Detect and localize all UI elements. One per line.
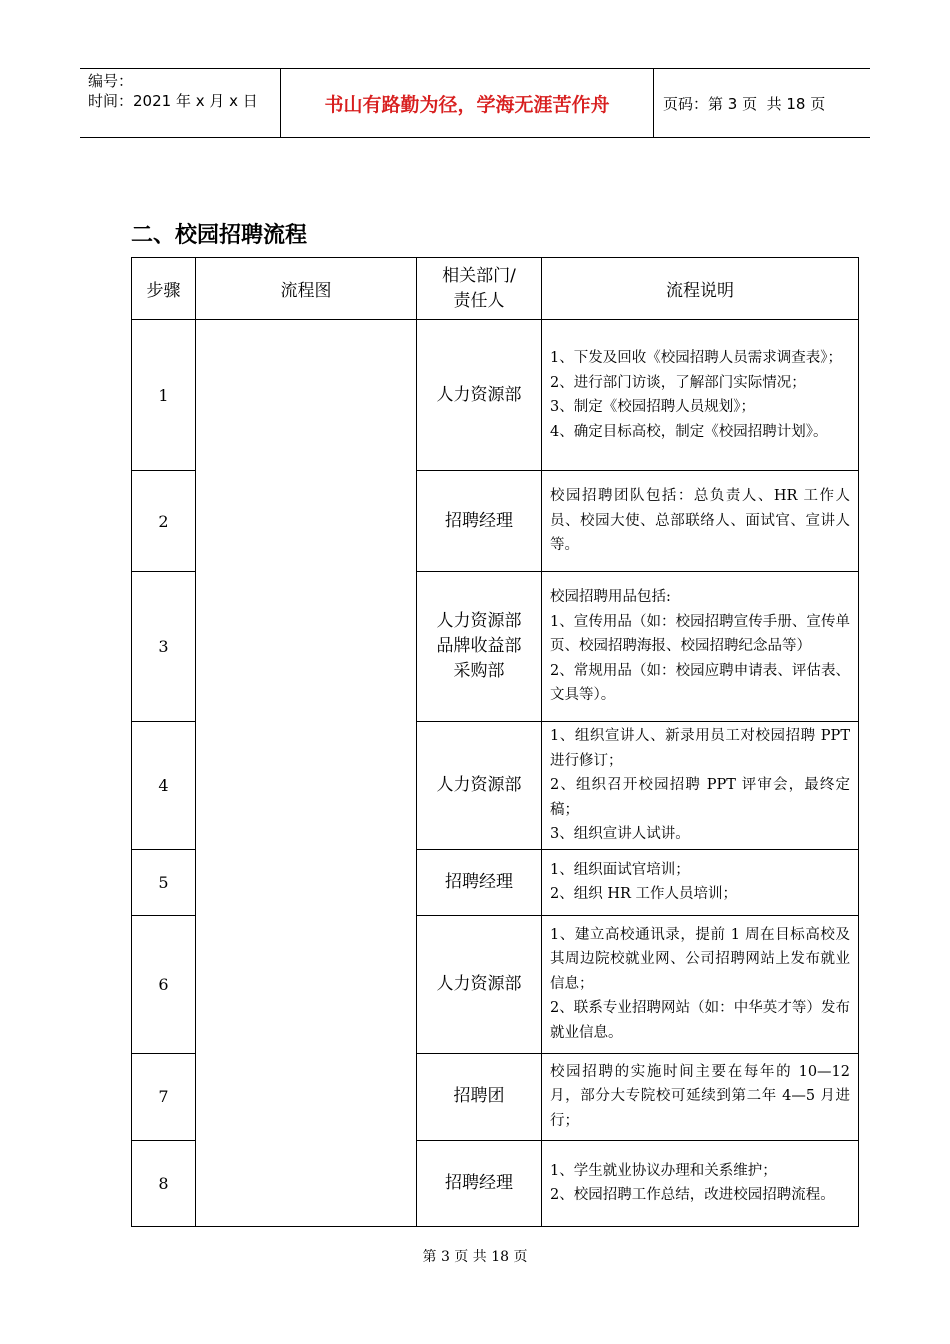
description-line: 1、组织宣讲人、新录用员工对校园招聘 PPT 进行修订； xyxy=(550,728,850,769)
process-description xyxy=(542,1140,859,1226)
responsible-dept xyxy=(417,1053,542,1140)
document-header xyxy=(80,68,870,138)
table-header-row xyxy=(132,258,859,320)
process-description xyxy=(542,915,859,1053)
description-line: 校园招聘用品包括: xyxy=(550,589,671,606)
document-date-label: 时间：2021 年 x 月 x 日 xyxy=(88,92,258,110)
responsible-dept xyxy=(417,471,542,572)
footer-page-number: 第 3 页 共 18 页 xyxy=(422,1249,528,1265)
responsible-dept xyxy=(417,320,542,471)
table-row xyxy=(132,320,859,471)
process-description xyxy=(542,471,859,572)
description-line: 1、组织面试官培训； xyxy=(550,861,690,878)
description-line: 1、学生就业协议办理和关系维护； xyxy=(550,1162,777,1179)
step-number: 5 xyxy=(132,849,196,915)
process-description xyxy=(542,572,859,722)
responsible-dept xyxy=(417,722,542,850)
header-meta-cell xyxy=(80,69,281,137)
header-motto: 书山有路勤为径，学海无涯苦作舟 xyxy=(281,69,654,137)
description-line: 1、建立高校通讯录，提前 1 周在目标高校及其周边院校就业网、公司招聘网站上发布就业信息； xyxy=(550,926,850,992)
dept-name: 招聘经理 xyxy=(445,510,513,531)
description-line: 2、进行部门访谈，了解部门实际情况； xyxy=(550,374,806,391)
dept-name: 招聘经理 xyxy=(445,1172,513,1193)
responsible-dept xyxy=(417,1140,542,1226)
header-dept-line1: 相关部门/ xyxy=(442,265,516,286)
header-page-label: 页码：第 3 页 共 18 页 xyxy=(663,94,826,113)
step-number: 8 xyxy=(132,1140,196,1226)
dept-name: 人力资源部 xyxy=(436,384,522,405)
document-number-label: 编号： xyxy=(88,72,134,90)
header-dept xyxy=(417,258,542,320)
dept-name: 人力资源部 xyxy=(436,973,522,994)
responsible-dept xyxy=(417,915,542,1053)
header-step: 步骤 xyxy=(132,258,196,320)
section-title: 二、校园招聘流程 xyxy=(131,223,308,248)
dept-name: 招聘团 xyxy=(453,1086,505,1106)
process-description xyxy=(542,1053,859,1140)
process-description xyxy=(542,849,859,915)
description-line: 2、校园招聘工作总结，改进校园招聘流程。 xyxy=(550,1187,835,1203)
step-number: 6 xyxy=(132,915,196,1053)
description-line: 1、下发及回收《校园招聘人员需求调查表》； xyxy=(550,350,842,366)
process-description xyxy=(542,722,859,850)
description-line: 1、宣传用品（如：校园招聘宣传手册、宣传单页、校园招聘海报、校园招聘纪念品等） xyxy=(550,613,850,655)
recruitment-process-table xyxy=(131,257,859,1227)
description-line: 4、确定目标高校，制定《校园招聘计划》。 xyxy=(550,423,828,440)
dept-name: 品牌收益部 xyxy=(436,636,522,656)
description-line: 校园招聘团队包括：总负责人、HR 工作人员、校园大使、总部联络人、面试官、宣讲人等。 xyxy=(550,488,850,554)
process-description xyxy=(542,320,859,471)
dept-name: 招聘经理 xyxy=(445,871,513,892)
description-line: 2、联系专业招聘网站（如：中华英才等）发布就业信息。 xyxy=(550,1000,850,1041)
header-page-cell xyxy=(653,69,870,137)
description-line: 3、组织宣讲人试讲。 xyxy=(550,826,690,842)
description-line: 2、组织召开校园招聘 PPT 评审会，最终定稿； xyxy=(550,777,850,818)
description-line: 2、组织 HR 工作人员培训； xyxy=(550,886,738,902)
description-line: 2、常规用品（如：校园应聘申请表、评估表、文具等）。 xyxy=(550,662,850,704)
description-line: 3、制定《校园招聘人员规划》； xyxy=(550,399,755,415)
dept-name: 人力资源部 xyxy=(436,611,522,631)
step-number: 2 xyxy=(132,471,196,572)
header-desc: 流程说明 xyxy=(542,258,859,320)
dept-name: 人力资源部 xyxy=(436,774,522,795)
responsible-dept xyxy=(417,572,542,722)
step-number: 3 xyxy=(132,572,196,722)
responsible-dept xyxy=(417,849,542,915)
flowchart-area xyxy=(196,320,417,1227)
step-number: 4 xyxy=(132,722,196,850)
step-number: 7 xyxy=(132,1053,196,1140)
header-diagram: 流程图 xyxy=(196,258,417,320)
description-line: 校园招聘的实施时间主要在每年的 10—12 月，部分大专院校可延续到第二年 4—5 月进行； xyxy=(550,1063,850,1129)
page-footer xyxy=(0,1246,950,1266)
header-dept-line2: 责任人 xyxy=(453,290,505,311)
dept-name: 采购部 xyxy=(453,661,505,681)
step-number: 1 xyxy=(132,320,196,471)
